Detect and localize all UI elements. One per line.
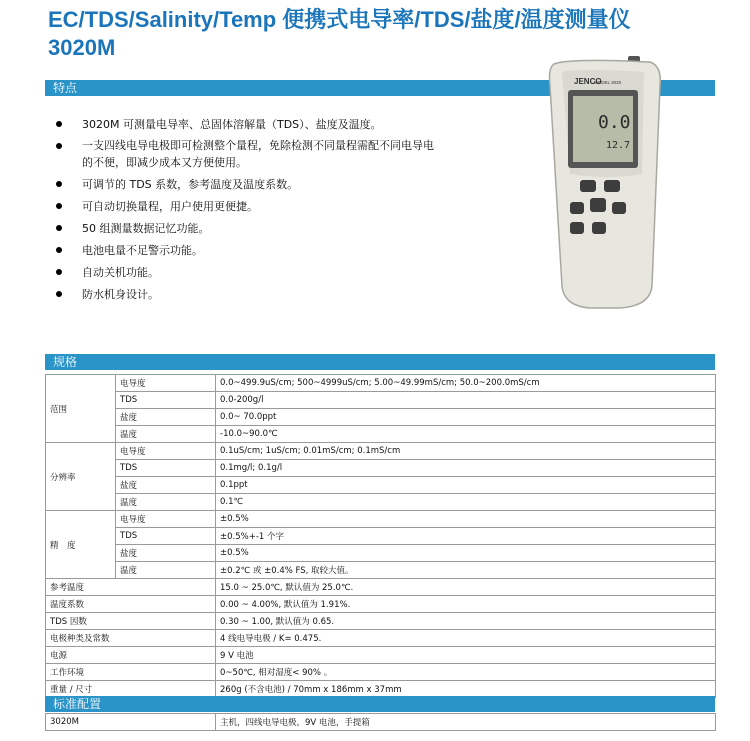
bullet-icon [56, 225, 62, 231]
spec-param: 电导度 [116, 375, 216, 392]
spec-value: 0.1uS/cm; 1uS/cm; 0.01mS/cm; 0.1mS/cm [216, 443, 716, 460]
spec-param: 温度 [116, 494, 216, 511]
bullet-icon [56, 203, 62, 209]
table-row [46, 579, 716, 596]
list-item: 一支四线电导电极即可检测整个量程，免除检测不同量程需配不同电导电 的不便，即减少成本又方便使用。 [52, 135, 472, 171]
list-item: 可自动切换量程，用户使用更便捷。 [52, 196, 472, 217]
bullet-icon [56, 121, 62, 127]
device-reading-sub: 12.7 [606, 140, 631, 151]
table-row [46, 647, 716, 664]
product-title [48, 6, 738, 62]
spec-param: TDS [116, 460, 216, 477]
spec-value: 15.0 ~ 25.0℃, 默认值为 25.0℃. [216, 579, 716, 596]
spec-value: 0.0~ 70.0ppt [216, 409, 716, 426]
table-row [46, 714, 716, 731]
device-brand: JENCO [574, 77, 602, 86]
config-table [45, 713, 716, 731]
spec-label: 电源 [46, 647, 216, 664]
table-row [46, 409, 716, 426]
bullet-icon [56, 291, 62, 297]
spec-label: 电极种类及常数 [46, 630, 216, 647]
spec-param: 温度 [116, 426, 216, 443]
table-row [46, 630, 716, 647]
spec-value: ±0.5%+-1 个字 [216, 528, 716, 545]
spec-value: 0.0-200g/l [216, 392, 716, 409]
device-image [540, 56, 665, 310]
list-item: 3020M 可测量电导率、总固体溶解量（TDS）、盐度及温度。 [52, 114, 472, 135]
feature-list [52, 114, 472, 305]
spec-value: 260g (不含电池) / 70mm x 186mm x 37mm [216, 681, 716, 698]
spec-group-accuracy: 精 度 [46, 511, 116, 579]
bullet-icon [56, 181, 62, 187]
table-row [46, 596, 716, 613]
list-item: 可调节的 TDS 系数，参考温度及温度系数。 [52, 174, 472, 195]
device-button-icon [592, 222, 606, 234]
spec-param: TDS [116, 392, 216, 409]
features-section-header: 特点 [45, 80, 715, 96]
spec-param: 温度 [116, 562, 216, 579]
spec-value: 0.1ppt [216, 477, 716, 494]
table-row [46, 443, 716, 460]
table-row [46, 477, 716, 494]
spec-param: 盐度 [116, 409, 216, 426]
title-line-2: 3020M [48, 35, 116, 60]
device-button-icon [612, 202, 626, 214]
spec-value: 0.1mg/l; 0.1g/l [216, 460, 716, 477]
table-row [46, 681, 716, 698]
spec-table [45, 374, 716, 698]
device-button-icon [604, 180, 620, 192]
table-row [46, 494, 716, 511]
spec-value: 0~50℃, 相对湿度< 90% 。 [216, 664, 716, 681]
list-item: 自动关机功能。 [52, 262, 472, 283]
spec-label: 重量 / 尺寸 [46, 681, 216, 698]
spec-value: ±0.2℃ 或 ±0.4% FS, 取较大值。 [216, 562, 716, 579]
table-row [46, 426, 716, 443]
spec-param: 盐度 [116, 545, 216, 562]
table-row [46, 664, 716, 681]
config-model: 3020M [46, 714, 216, 731]
spec-value: 0.30 ~ 1.00, 默认值为 0.65. [216, 613, 716, 630]
spec-value: 0.00 ~ 4.00%, 默认值为 1.91%. [216, 596, 716, 613]
table-row [46, 460, 716, 477]
spec-value: ±0.5% [216, 511, 716, 528]
title-line-1: EC/TDS/Salinity/Temp 便携式电导率/TDS/盐度/温度测量仪 [48, 7, 631, 32]
device-button-icon [580, 180, 596, 192]
spec-value: 0.0~499.9uS/cm; 500~4999uS/cm; 5.00~49.99mS/cm; 50.0~200.0mS/cm [216, 375, 716, 392]
spec-param: 电导度 [116, 443, 216, 460]
list-item: 防水机身设计。 [52, 284, 472, 305]
spec-label: 工作环境 [46, 664, 216, 681]
spec-param: 电导度 [116, 511, 216, 528]
table-row [46, 545, 716, 562]
device-button-icon [590, 198, 606, 212]
table-row [46, 511, 716, 528]
spec-value: ±0.5% [216, 545, 716, 562]
spec-value: 0.1℃ [216, 494, 716, 511]
table-row [46, 528, 716, 545]
config-contents: 主机，四线电导电极，9V 电池，手提箱 [216, 714, 716, 731]
config-section-header: 标准配置 [45, 696, 715, 712]
list-item: 50 组测量数据记忆功能。 [52, 218, 472, 239]
spec-section-header: 规格 [45, 354, 715, 370]
list-item: 电池电量不足警示功能。 [52, 240, 472, 261]
spec-group-range: 范围 [46, 375, 116, 443]
table-row [46, 613, 716, 630]
table-row [46, 392, 716, 409]
device-button-icon [570, 222, 584, 234]
table-row [46, 375, 716, 392]
spec-param: 盐度 [116, 477, 216, 494]
spec-value: 9 V 电池 [216, 647, 716, 664]
spec-value: 4 线电导电极 / K= 0.475. [216, 630, 716, 647]
spec-param: TDS [116, 528, 216, 545]
bullet-icon [56, 143, 62, 149]
device-model: MODEL 3020 [594, 80, 622, 85]
spec-value: -10.0~90.0℃ [216, 426, 716, 443]
spec-label: TDS 因数 [46, 613, 216, 630]
bullet-icon [56, 247, 62, 253]
device-reading-main: 0.0 [598, 112, 631, 133]
spec-group-resolution: 分辨率 [46, 443, 116, 511]
spec-label: 温度系数 [46, 596, 216, 613]
table-row [46, 562, 716, 579]
bullet-icon [56, 269, 62, 275]
device-button-icon [570, 202, 584, 214]
spec-label: 参考温度 [46, 579, 216, 596]
